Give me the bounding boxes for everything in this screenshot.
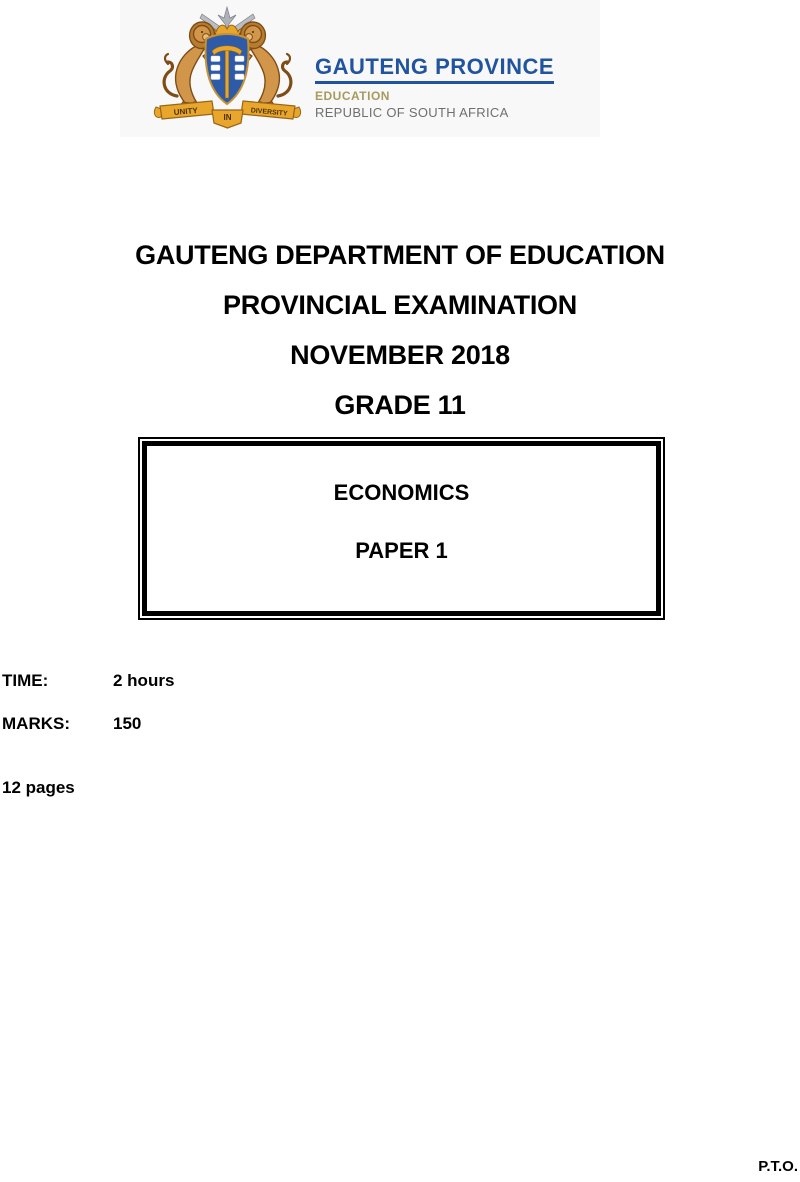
- marks-label: MARKS:: [2, 714, 70, 733]
- heading-grade: GRADE 11: [334, 390, 466, 420]
- time-row: [2, 669, 174, 693]
- motto-in: IN: [223, 113, 232, 122]
- subject-box: [138, 437, 665, 620]
- subject-name: ECONOMICS: [333, 480, 470, 505]
- gauteng-education-logo: [120, 0, 600, 137]
- marks-row: [2, 712, 141, 736]
- exam-headings: [0, 230, 800, 430]
- heading-exam-type: PROVINCIAL EXAMINATION: [223, 290, 577, 320]
- logo-province-name: GAUTENG PROVINCE: [315, 56, 554, 84]
- shield-icon: [205, 34, 248, 104]
- marks-value: 150: [113, 714, 142, 733]
- pto-note: P.T.O.: [758, 1158, 798, 1175]
- time-label: TIME:: [2, 671, 49, 690]
- heading-exam-date: NOVEMBER 2018: [290, 340, 510, 370]
- motto-diversity: DIVERSITY: [250, 107, 288, 118]
- subject-box-inner: [142, 441, 661, 616]
- motto-banner: [154, 101, 300, 128]
- paper-number: PAPER 1: [355, 538, 448, 563]
- page-count: 12 pages: [2, 778, 75, 797]
- logo-text-block: [315, 56, 595, 120]
- motto-unity: UNITY: [173, 105, 199, 118]
- heading-department: GAUTENG DEPARTMENT OF EDUCATION: [135, 240, 665, 270]
- time-value: 2 hours: [113, 671, 175, 690]
- coat-of-arms-icon: [150, 6, 305, 132]
- logo-department-name: EDUCATION: [315, 89, 390, 103]
- logo-country-name: REPUBLIC OF SOUTH AFRICA: [315, 105, 509, 120]
